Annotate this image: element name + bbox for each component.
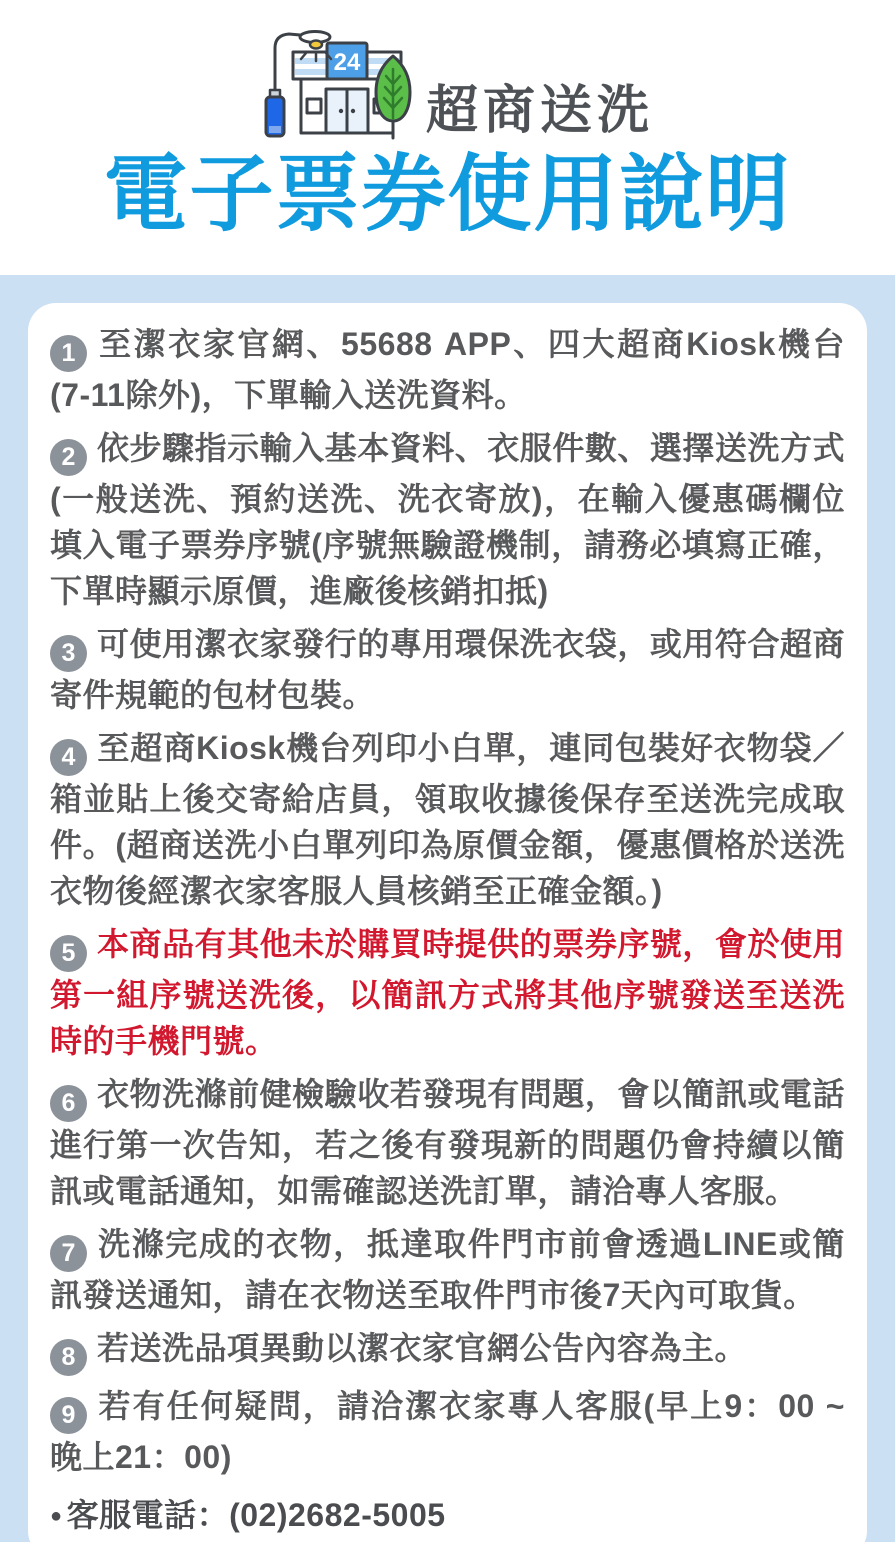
hotline-line: [50, 1492, 845, 1539]
bullet-dot: ●: [50, 1505, 63, 1527]
instructions-card: [28, 303, 867, 1559]
instruction-item-8: [50, 1325, 845, 1376]
instruction-item-7: [50, 1221, 845, 1318]
instruction-text-1: 至潔衣家官網、55688 APP、四大超商Kiosk機台(7-11除外)，下單輸入送洗資料。: [50, 326, 845, 413]
instruction-text-9: 若有任何疑問，請洽潔衣家專人客服(早上9：00 ~ 晚上21：00): [50, 1388, 845, 1475]
instruction-item-1: [50, 321, 845, 418]
instruction-text-2: 依步驟指示輸入基本資料、衣服件數、選擇送洗方式(一般送洗、預約送洗、洗衣寄放)，在輸入優惠碼欄位填入電子票券序號(序號無驗證機制，請務必填寫正確，下單時顯示原價，進廠後核銷扣抵): [50, 430, 845, 609]
step-badge-9: 9: [50, 1397, 87, 1434]
step-badge-1: 1: [50, 335, 87, 372]
instruction-item-2: [50, 425, 845, 614]
step-badge-2: 2: [50, 439, 87, 476]
instruction-item-3: [50, 621, 845, 718]
step-badge-5: 5: [50, 935, 87, 972]
sign-text: 24: [333, 49, 361, 76]
brand-row: [0, 0, 895, 144]
store-illustration: [241, 22, 416, 144]
instruction-item-4: [50, 725, 845, 914]
store-sign-24: [327, 43, 367, 79]
instruction-text-6: 衣物洗滌前健檢驗收若發現有問題，會以簡訊或電話進行第一次告知，若之後有發現新的問題仍會持續以簡訊或電話通知，如需確認送洗訂單，請洽專人客服。: [50, 1076, 845, 1209]
instruction-text-4: 至超商Kiosk機台列印小白單，連同包裝好衣物袋／箱並貼上後交寄給店員，領取收據後保存至送洗完成取件。(超商送洗小白單列印為原價金額，優惠價格於送洗衣物後經潔衣家客服人員核銷至正確金額。): [50, 730, 845, 909]
hotline-text: 客服電話：(02)2682-5005: [66, 1497, 446, 1533]
step-badge-8: 8: [50, 1339, 87, 1376]
instruction-text-7: 洗滌完成的衣物，抵達取件門市前會透過LINE或簡訊發送通知，請在衣物送至取件門市後7天內可取貨。: [50, 1226, 845, 1313]
step-badge-3: 3: [50, 635, 87, 672]
header: [0, 0, 895, 275]
step-badge-7: 7: [50, 1235, 87, 1272]
step-badge-4: 4: [50, 739, 87, 776]
instruction-item-6: [50, 1071, 845, 1214]
content-band: [0, 275, 895, 1542]
instruction-item-5: [50, 921, 845, 1064]
step-badge-6: 6: [50, 1085, 87, 1122]
instruction-item-9: [50, 1383, 845, 1480]
instruction-text-5: 本商品有其他未於購買時提供的票券序號，會於使用第一組序號送洗後，以簡訊方式將其他序號發送至送洗時的手機門號。: [50, 926, 845, 1059]
instruction-text-8: 若送洗品項異動以潔衣家官網公告內容為主。: [97, 1330, 748, 1366]
page-title: 電子票券使用說明: [103, 147, 792, 241]
brand-label: 超商送洗: [425, 82, 654, 140]
instruction-text-3: 可使用潔衣家發行的專用環保洗衣袋，或用符合超商寄件規範的包材包裝。: [50, 626, 845, 713]
